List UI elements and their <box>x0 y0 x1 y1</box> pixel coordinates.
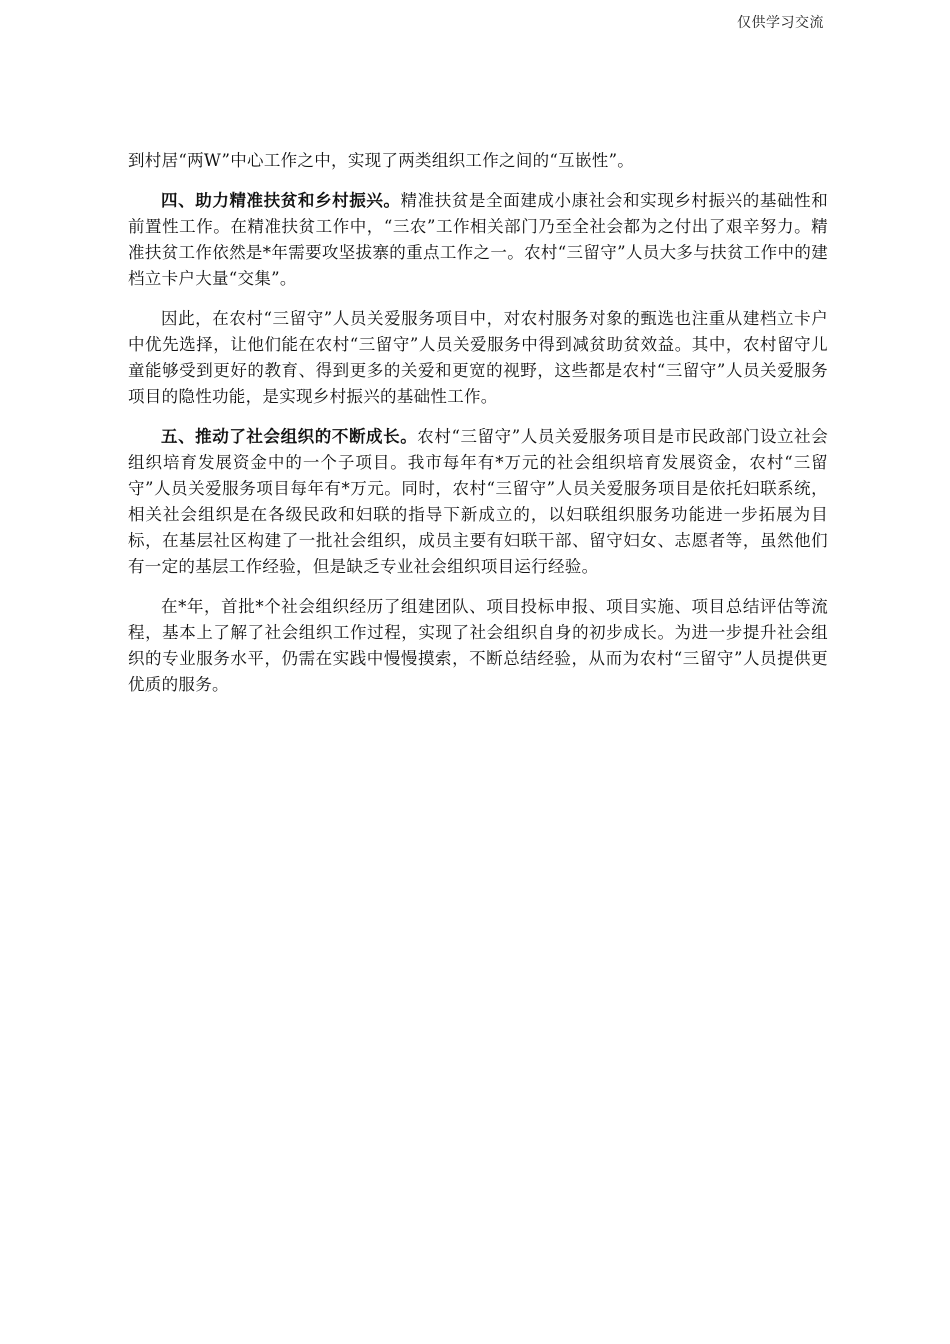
paragraph-section-four <box>128 188 828 292</box>
paragraph-body <box>128 594 828 698</box>
section-heading: 五、推动了社会组织的不断成长。 <box>161 427 418 446</box>
document-body <box>128 148 828 712</box>
paragraph-continuation <box>128 148 828 174</box>
paragraph-text: 到村居“两W”中心工作之中，实现了两类组织工作之间的“互嵌性”。 <box>128 151 635 170</box>
paragraph-section-five <box>128 424 828 580</box>
paragraph-text: 因此，在农村“三留守”人员关爱服务项目中，对农村服务对象的甄选也注重从建档立卡户中优先选择，让他们能在农村“三留守”人员关爱服务中得到减贫助贫效益。其中，农村留守儿童能够受到更好的教育、得到更多的关爱和更宽的视野，这些都是农村“三留守”人员关爱服务项目的隐性功能，是实现乡村振兴的基础性工作。 <box>128 309 828 406</box>
paragraph-text: 精准扶贫是全面建成小康社会和实现乡村振兴的基础性和前置性工作。在精准扶贫工作中，“三农”工作相关部门乃至全社会都为之付出了艰辛努力。精准扶贫工作依然是*年需要攻坚拔寨的重点工作之一。农村“三留守”人员大多与扶贫工作中的建档立卡户大量“交集”。 <box>128 191 828 288</box>
paragraph-text: 在*年，首批*个社会组织经历了组建团队、项目投标申报、项目实施、项目总结评估等流程，基本上了解了社会组织工作过程，实现了社会组织自身的初步成长。为进一步提升社会组织的专业服务水平，仍需在实践中慢慢摸索，不断总结经验，从而为农村“三留守”人员提供更优质的服务。 <box>128 597 828 694</box>
header-note: 仅供学习交流 <box>737 15 824 31</box>
paragraph-body <box>128 306 828 410</box>
section-heading: 四、助力精准扶贫和乡村振兴。 <box>161 191 401 210</box>
paragraph-text: 农村“三留守”人员关爱服务项目是市民政部门设立社会组织培育发展资金中的一个子项目。我市每年有*万元的社会组织培育发展资金，农村“三留守”人员关爱服务项目每年有*万元。同时，农村“三留守”人员关爱服务项目是依托妇联系统，相关社会组织是在各级民政和妇联的指导下新成立的，以妇联组织服务功能进一步拓展为目标，在基层社区构建了一批社会组织，成员主要有妇联干部、留守妇女、志愿者等，虽然他们有一定的基层工作经验，但是缺乏专业社会组织项目运行经验。 <box>128 427 828 576</box>
